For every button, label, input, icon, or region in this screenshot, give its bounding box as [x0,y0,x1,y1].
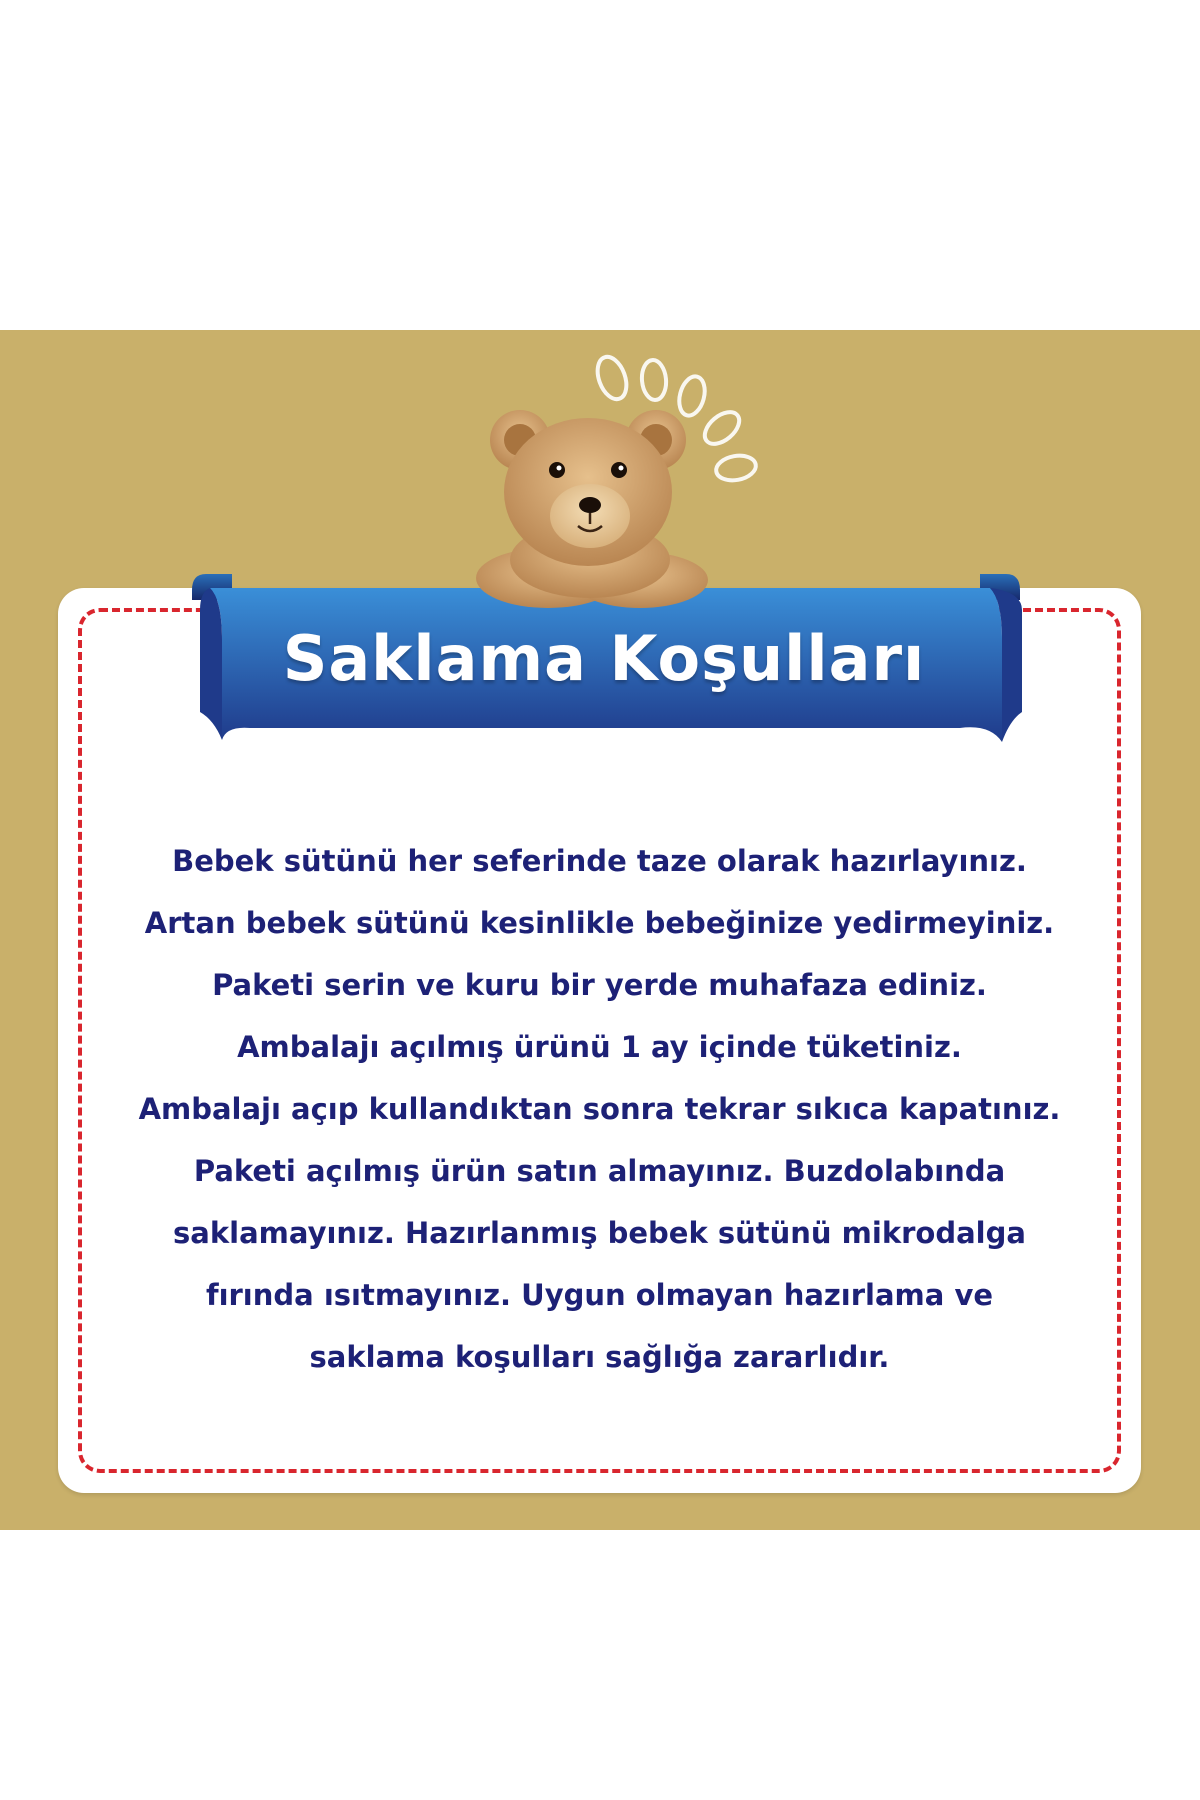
instruction-line: Ambalajı açıp kullandıktan sonra tekrar sıkıca kapatınız. [138,1092,1061,1126]
instruction-line: Bebek sütünü her seferinde taze olarak hazırlayınız. [172,844,1027,878]
storage-instructions [98,830,1101,1388]
instruction-line: Paketi açılmış ürün satın almayınız. Buzdolabında [193,1154,1006,1188]
instruction-line: Artan bebek sütünü kesinlikle bebeğinize yedirmeyiniz. [144,906,1055,940]
instruction-line: saklama koşulları sağlığa zararlıdır. [309,1340,890,1374]
instruction-line: Ambalajı açılmış ürünü 1 ay içinde tüketiniz. [237,1030,962,1064]
page-title: Saklama Koşulları [282,621,926,695]
instruction-line: saklamayınız. Hazırlanmış bebek sütünü mikrodalga [173,1216,1026,1250]
instruction-line: fırında ısıtmayınız. Uygun olmayan hazırlama ve [205,1278,994,1312]
instruction-line: Paketi serin ve kuru bir yerde muhafaza ediniz. [212,968,987,1002]
